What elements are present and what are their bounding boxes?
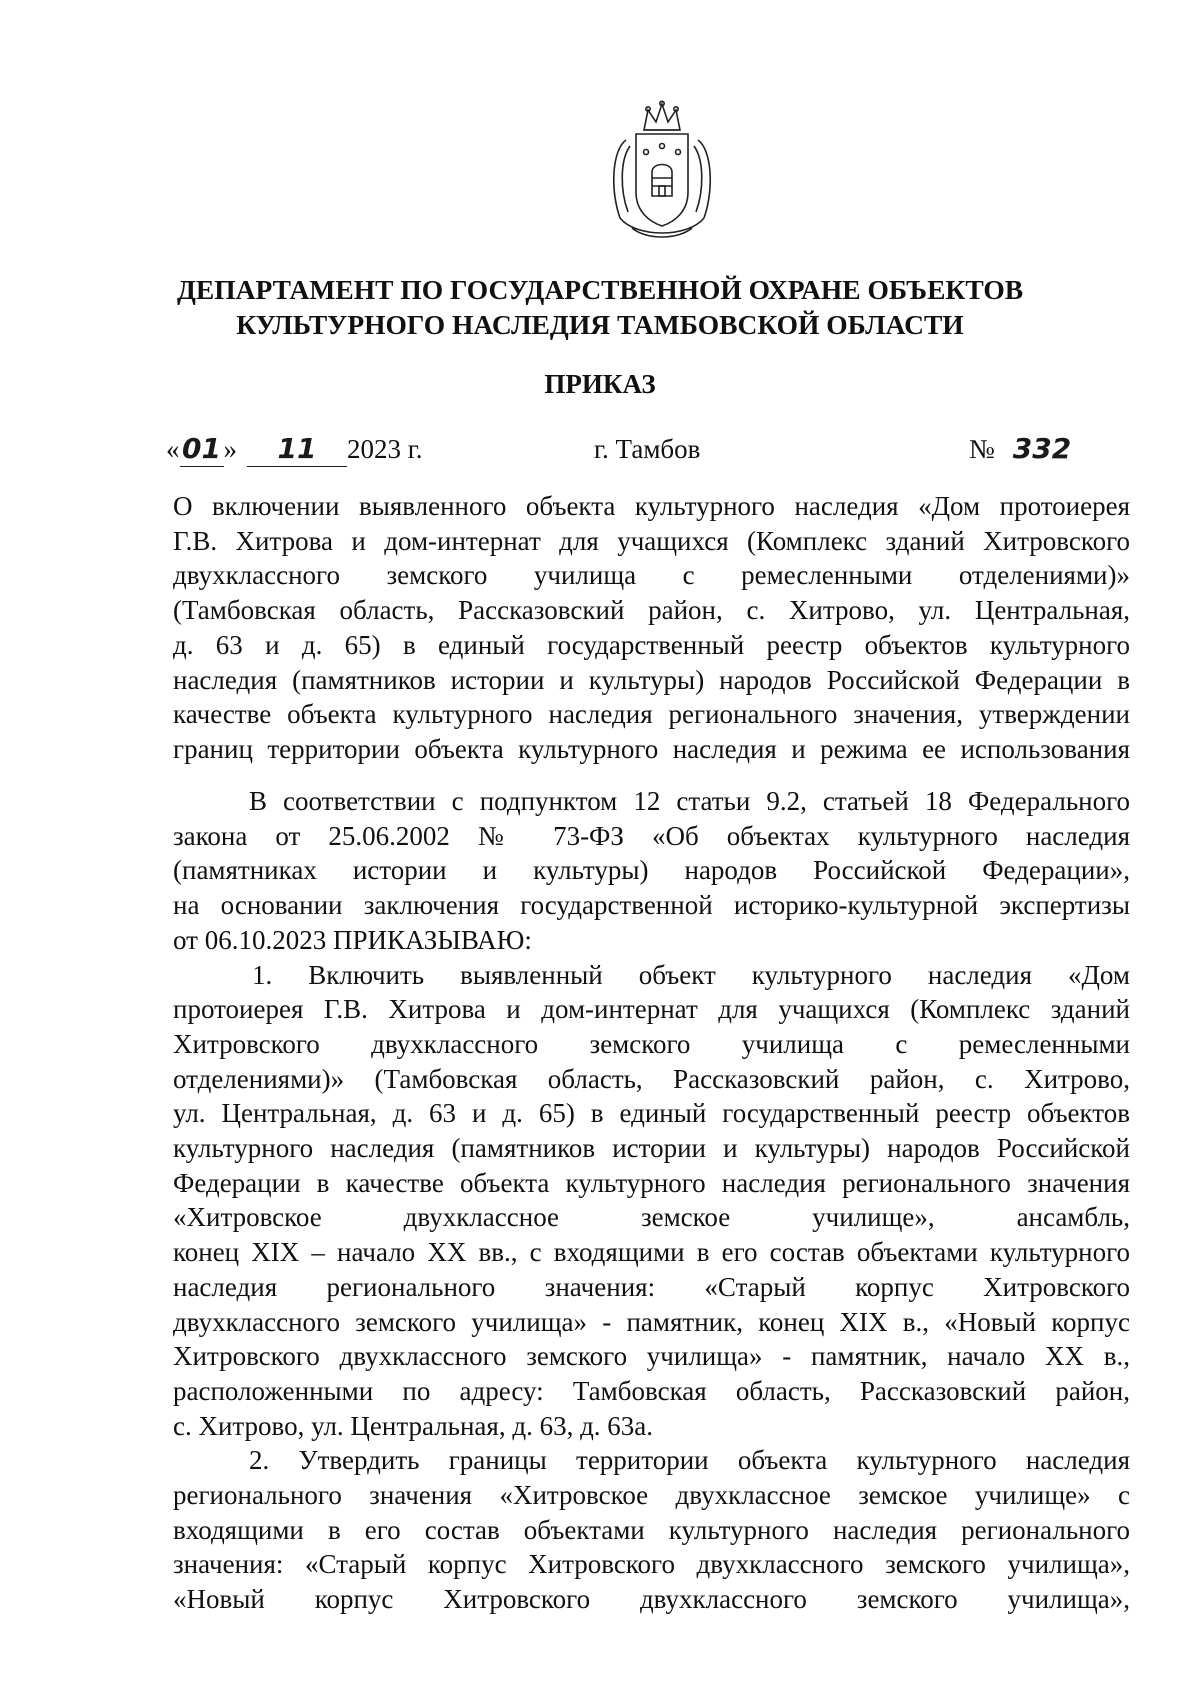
item1-line: культурного наследия (памятников истории и культуры) народов Российской	[173, 1133, 1130, 1164]
preamble-line: закона от 25.06.2002 № 73-ФЗ «Об объектах культурного наследия	[173, 820, 1130, 851]
subject-line: (Тамбовская область, Рассказовский район, с. Хитрово, ул. Центральная,	[173, 595, 1130, 626]
item2-line: входящими в его состав объектами культурного наследия регионального	[173, 1514, 1130, 1545]
item1-line: протоиерея Г.В. Хитрова и дом-интернат для учащихся (Комплекс зданий	[173, 994, 1130, 1025]
coat-of-arms-icon	[606, 100, 718, 245]
order-date	[166, 432, 423, 467]
order-number	[969, 432, 1093, 466]
item2-line: 2. Утвердить границы территории объекта культурного наследия	[249, 1445, 1130, 1476]
order-day: 01	[180, 432, 224, 467]
item1-line: ул. Центральная, д. 63 и д. 65) в единый государственный реестр объектов	[173, 1098, 1130, 1129]
item2-line: значения: «Старый корпус Хитровского двухклассного земского училища»,	[173, 1549, 1130, 1580]
quote-open: «	[166, 434, 180, 464]
subject-line: качестве объекта культурного наследия регионального значения, утверждении	[173, 699, 1130, 730]
subject-line: наследия (памятников истории и культуры) народов Российской Федерации в	[173, 664, 1130, 695]
order-title: ПРИКАЗ	[544, 369, 656, 399]
quote-close: »	[223, 434, 237, 464]
header-line-2: КУЛЬТУРНОГО НАСЛЕДИЯ ТАМБОВСКОЙ ОБЛАСТИ	[236, 309, 964, 340]
item1-line: 1. Включить выявленный объект культурного наследия «Дом	[252, 959, 1130, 990]
number-value: 332	[1012, 432, 1072, 465]
subject-line: д. 63 и д. 65) в единый государственный реестр объектов культурного	[173, 629, 1130, 660]
item1-line: отделениями)» (Тамбовская область, Рассказовский район, с. Хитрово,	[173, 1063, 1130, 1094]
item1-line: конец XIX – начало XX вв., с входящими в его состав объектами культурного	[173, 1237, 1130, 1268]
header-line-1: ДЕПАРТАМЕНТ ПО ГОСУДАРСТВЕННОЙ ОХРАНЕ ОБЪЕКТОВ	[176, 274, 1024, 305]
order-city: г. Тамбов	[594, 434, 701, 464]
subject-line: двухклассного земского училища с ремесленными отделениями)»	[173, 560, 1130, 591]
order-year: 2023 г.	[347, 434, 423, 464]
department-header	[150, 272, 1050, 342]
item1-line: Хитровского двухклассного земского училища с ремесленными	[173, 1028, 1130, 1059]
preamble-line: (памятниках истории и культуры) народов Российской Федерации»,	[173, 855, 1130, 886]
item1-line: с. Хитрово, ул. Центральная, д. 63, д. 63а.	[173, 1410, 654, 1441]
item2-line: регионального значения «Хитровское двухклассное земское училище» с	[173, 1480, 1130, 1511]
item1-line: расположенными по адресу: Тамбовская область, Рассказовский район,	[173, 1375, 1130, 1406]
order-month: 11	[247, 432, 347, 467]
item1-line: «Хитровское двухклассное земское училище», ансамбль,	[173, 1202, 1130, 1233]
order-body	[173, 784, 1130, 1617]
item1-line: Федерации в качестве объекта культурного наследия регионального значения	[173, 1167, 1130, 1198]
item2-line: «Новый корпус Хитровского двухклассного земского училища»,	[173, 1584, 1130, 1615]
number-label: №	[969, 434, 995, 464]
subject-line: О включении выявленного объекта культурного наследия «Дом протоиерея	[173, 491, 1130, 521]
preamble-line: В соответствии с подпунктом 12 статьи 9.2, статьей 18 Федерального	[249, 786, 1130, 816]
preamble-line: от 06.10.2023 ПРИКАЗЫВАЮ:	[173, 924, 532, 955]
subject-line: границ территории объекта культурного наследия и режима ее использования	[173, 733, 1130, 764]
item1-line: Хитровского двухклассного земского училища» - памятник, начало XX в.,	[173, 1341, 1130, 1372]
order-subject	[173, 489, 1130, 767]
item1-line: наследия регионального значения: «Старый корпус Хитровского	[173, 1271, 1130, 1302]
item1-line: двухклассного земского училища» - памятник, конец XIX в., «Новый корпус	[173, 1306, 1130, 1337]
preamble-line: на основании заключения государственной историко-культурной экспертизы	[173, 890, 1130, 921]
subject-line: Г.В. Хитрова и дом-интернат для учащихся (Комплекс зданий Хитровского	[173, 525, 1130, 556]
